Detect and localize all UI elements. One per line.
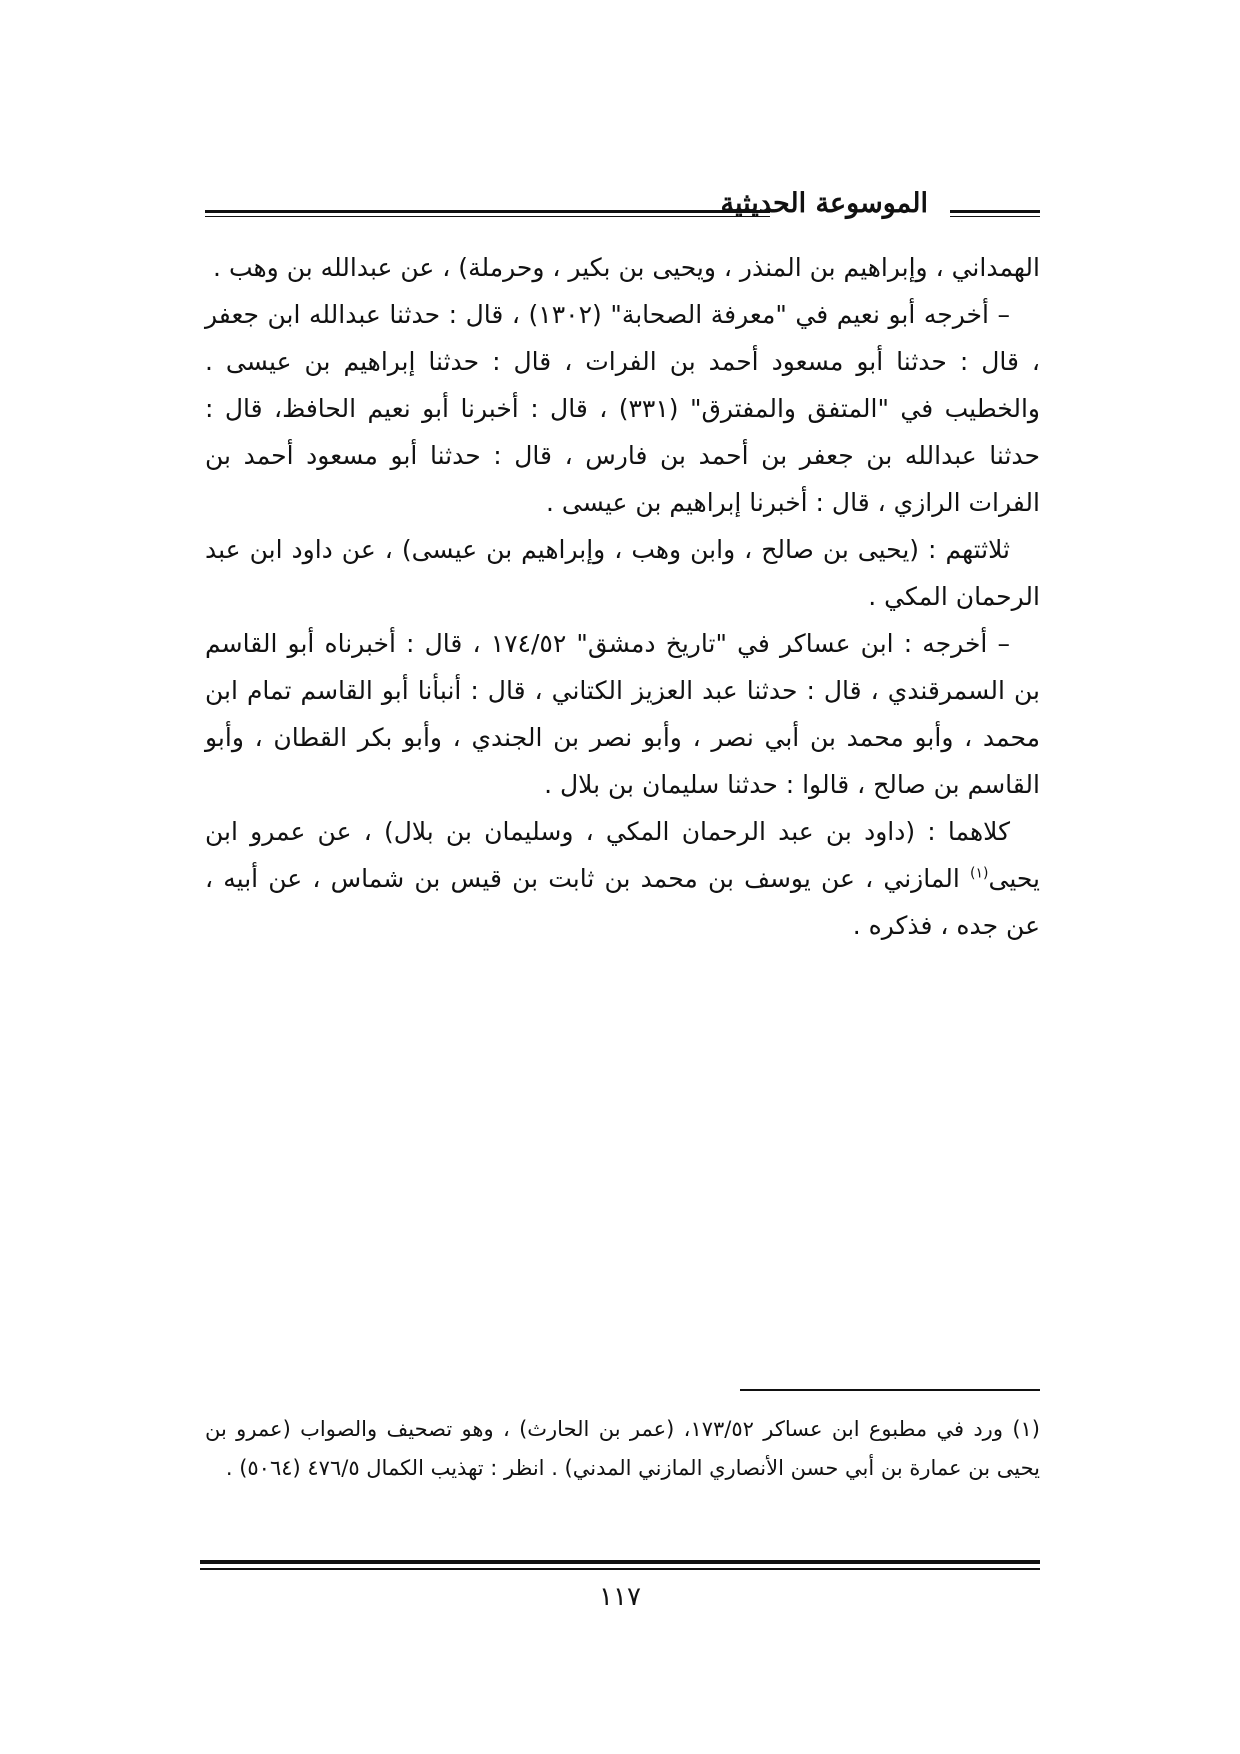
footnote-marker: (١) (970, 865, 989, 882)
paragraph-5 (205, 808, 1040, 949)
paragraph-3: ثلاثتهم : (يحيى بن صالح ، وابن وهب ، وإبراهيم بن عيسى) ، عن داود ابن عبد الرحمان المكي . (205, 535, 1040, 611)
page-number: ١١٧ (599, 1582, 641, 1612)
header-rule-right (950, 210, 1040, 217)
paragraph-4: – أخرجه : ابن عساكر في "تاريخ دمشق" ١٧٤/٥٢ ، قال : أخبرناه أبو القاسم بن السمرقندي ، قال : حدثنا عبد العزيز الكتاني ، قال : أنبأنا أبو القاسم تمام ابن محمد ، وأبو محمد بن أبي نصر ، وأبو نصر بن الجندي ، وأبو بكر القطان ، وأبو القاسم بن صالح ، قالوا : حدثنا سليمان بن بلال . (205, 629, 1040, 799)
paragraph-2: – أخرجه أبو نعيم في "معرفة الصحابة" (١٣٠٢) ، قال : حدثنا عبدالله ابن جعفر ، قال : حدثنا أبو مسعود أحمد بن الفرات ، قال : حدثنا إبراهيم بن عيسى . والخطيب في "المتفق والمفترق" (٣٣١) ، قال : أخبرنا أبو نعيم الحافظ، قال : حدثنا عبدالله بن جعفر بن أحمد بن فارس ، قال : حدثنا أبو مسعود أحمد بن الفرات الرازي ، قال : أخبرنا إبراهيم بن عيسى . (205, 300, 1040, 517)
paragraph-5-continuation: المازني ، عن يوسف بن محمد بن ثابت بن قيس بن شماس ، عن أبيه ، عن جده ، فذكره . (205, 864, 1040, 940)
footnote-1: (١) ورد في مطبوع ابن عساكر ١٧٣/٥٢، (عمر بن الحارث) ، وهو تصحيف والصواب (عمرو بن يحيى بن عمارة بن أبي حسن الأنصاري المازني المدني) . انظر : تهذيب الكمال ٤٧٦/٥ (٥٠٦٤) . (205, 1417, 1040, 1480)
footnote-separator (740, 1389, 1040, 1391)
header-rule-left (205, 210, 770, 217)
running-header (205, 188, 1040, 232)
footnotes (205, 1410, 1040, 1488)
paragraph-5-text: كلاهما : (داود بن عبد الرحمان المكي ، وسليمان بن بلال) ، عن عمرو ابن يحيى (205, 817, 1040, 893)
footer-rule (200, 1560, 1040, 1570)
running-title: الموسوعة الحديثية (720, 188, 928, 219)
main-text (205, 244, 1040, 949)
paragraph-1: الهمداني ، وإبراهيم بن المنذر ، ويحيى بن بكير ، وحرملة) ، عن عبدالله بن وهب . (213, 253, 1040, 282)
